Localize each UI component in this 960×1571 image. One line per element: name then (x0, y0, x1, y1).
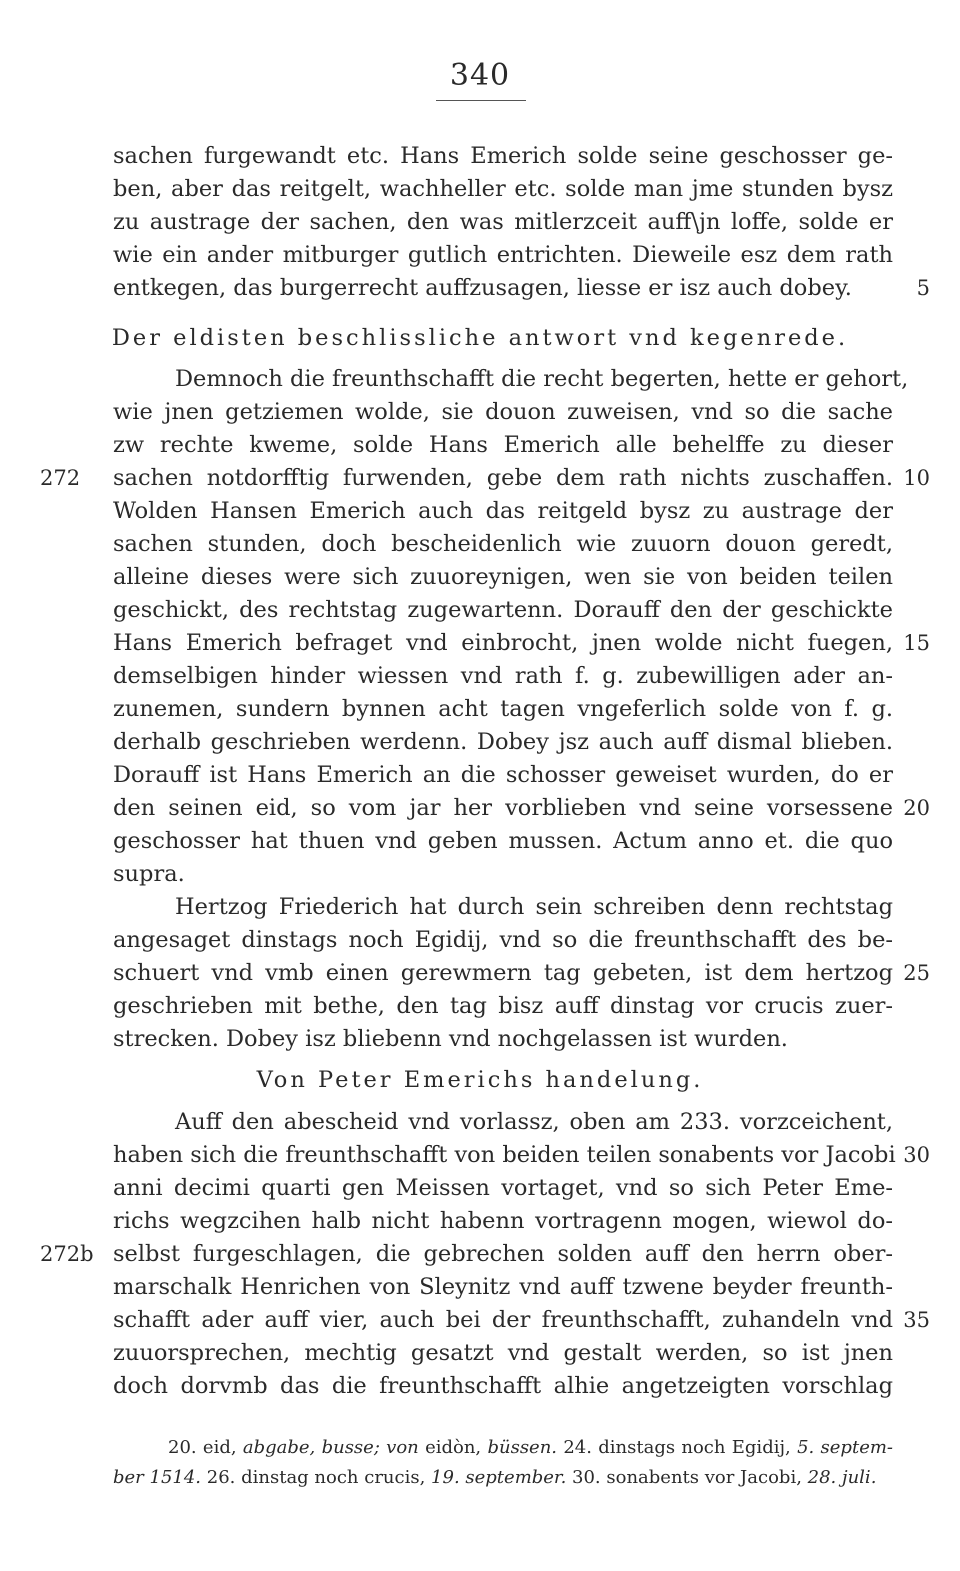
text-line-7: wie jnen getziemen wolde, sie douon zuweisen, vnd so die sache (113, 399, 893, 425)
text-line-35: doch dorvmb das die freunthschafft alhie angetzeigten vorschlag (113, 1373, 893, 1399)
text-line-17: derhalb geschrieben werdenn. Dobey jsz auch auff dismal blieben. (113, 729, 893, 755)
text-line-15: demselbigen hinder wiessen vnd rath f. g. zubewilligen ader an- (113, 663, 893, 689)
text-line-20: geschosser hat thuen vnd geben mussen. Actum anno et. die quo (113, 828, 893, 854)
line-number-15: 15 (903, 631, 930, 655)
footnote-text: eidòn, (418, 1437, 488, 1458)
footnote-line-2 (113, 1463, 893, 1493)
footnote-text: 30. sonabents vor Jacobi, (566, 1467, 808, 1488)
text-line-16: zunemen, sundern bynnen acht tagen vngeferlich solde von f. g. (113, 696, 893, 722)
section-heading-2: Von Peter Emerichs handelung. (256, 1067, 704, 1093)
text-line-22: Hertzog Friederich hat durch sein schreiben denn rechtstag (175, 894, 893, 920)
text-line-9: sachen notdorfftig furwenden, gebe dem rath nichts zuschaffen. (113, 465, 893, 491)
text-line-19: den seinen eid, so vom jar her vorblieben vnd seine vorsessene (113, 795, 893, 821)
text-line-30: richs wegzcihen halb nicht habenn vortragenn mogen, wiewol do- (113, 1208, 893, 1234)
text-line-28: haben sich die freunthschafft von beiden teilen sonabents vor Jacobi (113, 1142, 896, 1168)
footnote-line-1 (168, 1433, 893, 1463)
text-line-33: schafft ader auff vier, auch bei der freunthschafft, zuhandeln vnd (113, 1307, 893, 1333)
margin-note-272: 272 (40, 466, 81, 490)
text-line-3: zu austrage der sachen, den was mitlerzceit auff\jn loffe, solde er (113, 209, 893, 235)
page-number-rule (436, 100, 526, 101)
text-line-6: Demnoch die freunthschafft die recht begerten, hette er gehort, (175, 366, 909, 392)
text-line-26: strecken. Dobey isz bliebenn vnd nochgelassen ist wurden. (113, 1026, 788, 1052)
line-number-10: 10 (903, 466, 930, 490)
section-heading-1: Der eldisten beschlissliche antwort vnd kegenrede. (111, 325, 849, 351)
text-line-8: zw rechte kweme, solde Hans Emerich alle behelffe zu dieser (113, 432, 893, 458)
text-line-24: schuert vnd vmb einen gerewmern tag gebeten, ist dem hertzog (113, 960, 893, 986)
text-line-23: angesaget dinstags noch Egidij, vnd so die freunthschafft des be- (113, 927, 893, 953)
text-line-13: geschickt, des rechtstag zugewartenn. Dorauff den der geschickte (113, 597, 893, 623)
line-number-35: 35 (903, 1308, 930, 1332)
text-line-31: selbst furgeschlagen, die gebrechen solden auff den herrn ober- (113, 1241, 893, 1267)
footnote-italic: 28. juli. (807, 1467, 877, 1488)
text-line-25: geschrieben mit bethe, den tag bisz auff dinstag vor crucis zuer- (113, 993, 893, 1019)
text-line-11: sachen stunden, doch bescheidenlich wie zuuorn douon geredt, (113, 531, 893, 557)
footnote-text: 20. eid, (168, 1437, 243, 1458)
footnote-italic: 5. septem- (797, 1437, 893, 1458)
text-line-4: wie ein ander mitburger gutlich entrichten. Dieweile esz dem rath (113, 242, 893, 268)
line-number-5: 5 (916, 276, 930, 300)
footnote-italic: 19. september. (431, 1467, 567, 1488)
text-line-21: supra. (113, 861, 185, 887)
page-number: 340 (449, 58, 511, 93)
text-line-12: alleine dieses were sich zuuoreynigen, wen sie von beiden teilen (113, 564, 893, 590)
footnote-italic: abgabe, busse; von (242, 1437, 419, 1458)
line-number-20: 20 (903, 796, 930, 820)
text-line-1: sachen furgewandt etc. Hans Emerich solde seine geschosser ge- (113, 143, 893, 169)
line-number-25: 25 (903, 961, 930, 985)
text-line-2: ben, aber das reitgelt, wachheller etc. solde man jme stunden bysz (113, 176, 893, 202)
text-line-18: Dorauff ist Hans Emerich an die schosser geweiset wurden, do er (113, 762, 893, 788)
footnote-italic: büssen. (487, 1437, 558, 1458)
text-line-27: Auff den abescheid vnd vorlassz, oben am 233. vorzceichent, (175, 1109, 893, 1135)
footnote-text: 24. dinstags noch Egidij, (557, 1437, 798, 1458)
footnote-italic: ber 1514. (113, 1467, 202, 1488)
footnote-text: 26. dinstag noch crucis, (201, 1467, 432, 1488)
text-line-34: zuuorsprechen, mechtig gesatzt vnd gestalt werden, so ist jnen (113, 1340, 893, 1366)
margin-note-272b: 272b (40, 1242, 94, 1266)
text-line-14: Hans Emerich befraget vnd einbrocht, jnen wolde nicht fuegen, (113, 630, 893, 656)
text-line-5: entkegen, das burgerrecht auffzusagen, liesse er isz auch dobey. (113, 275, 852, 301)
text-line-29: anni decimi quarti gen Meissen vortaget, vnd so sich Peter Eme- (113, 1175, 893, 1201)
text-line-10: Wolden Hansen Emerich auch das reitgeld bysz zu austrage der (113, 498, 893, 524)
line-number-30: 30 (903, 1143, 930, 1167)
text-line-32: marschalk Henrichen von Sleynitz vnd auff tzwene beyder freunth- (113, 1274, 893, 1300)
